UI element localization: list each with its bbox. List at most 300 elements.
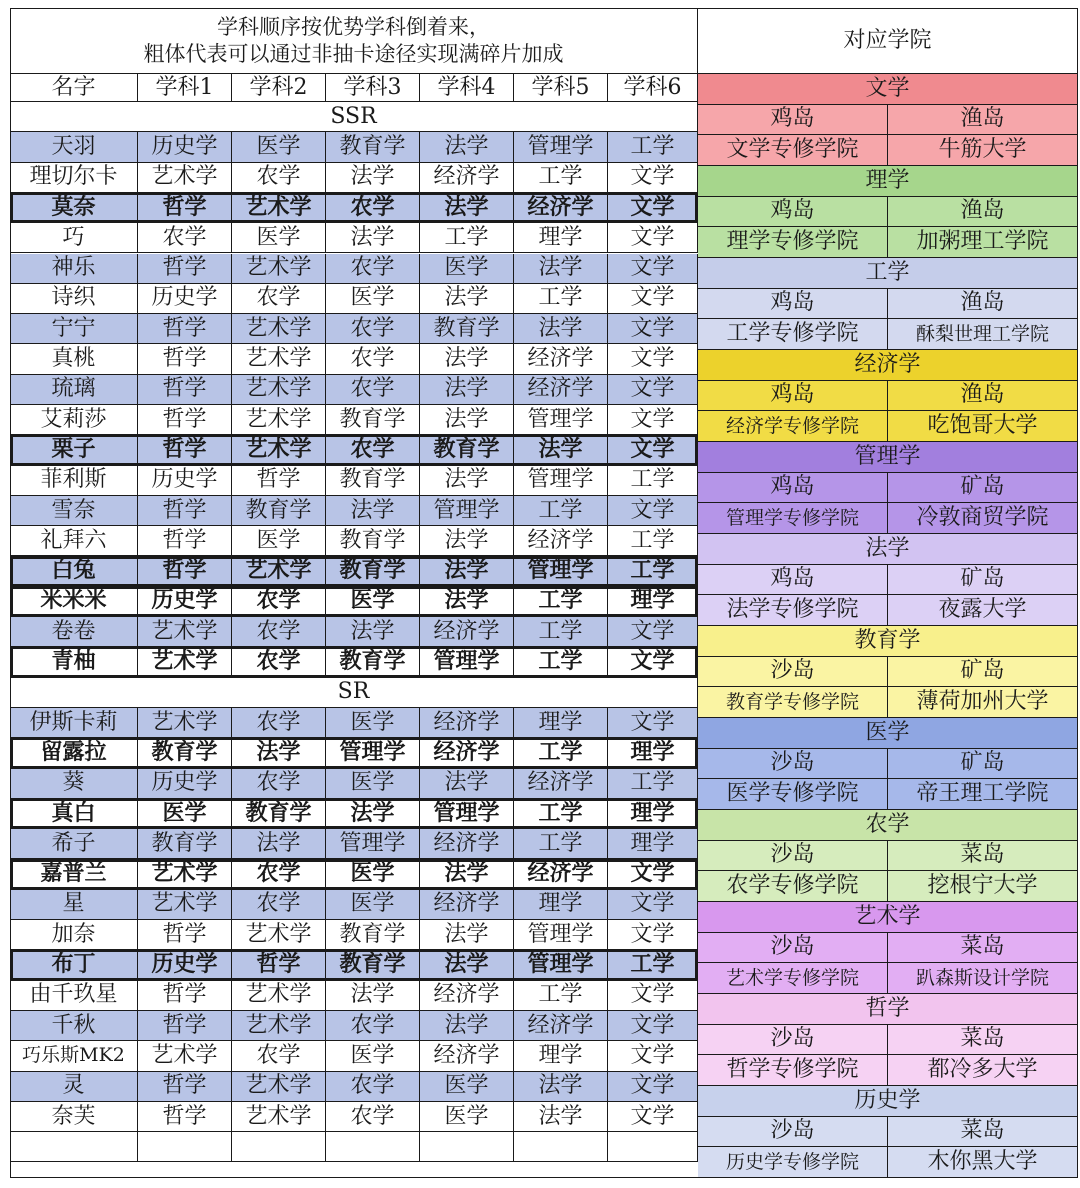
subject-cell: 经济学 bbox=[420, 890, 514, 920]
subject-cell: 理学 bbox=[608, 799, 698, 829]
subject-cell: 医学 bbox=[138, 799, 232, 829]
college-school: 文学专修学院 bbox=[698, 135, 888, 166]
character-name: 天羽 bbox=[10, 132, 138, 162]
character-name: 菲利斯 bbox=[10, 466, 138, 496]
character-name: 宁宁 bbox=[10, 314, 138, 344]
college-school: 工学专修学院 bbox=[698, 319, 888, 350]
college-subject: 法学 bbox=[698, 534, 1078, 565]
subject-cell: 教育学 bbox=[326, 132, 420, 162]
college-subject: 工学 bbox=[698, 258, 1078, 289]
subject-cell: 工学 bbox=[420, 223, 514, 253]
subject-cell: 工学 bbox=[514, 617, 608, 647]
subject-cell: 文学 bbox=[608, 254, 698, 284]
subject-cell: 医学 bbox=[326, 769, 420, 799]
college-island: 渔岛 bbox=[888, 197, 1078, 228]
subject-cell: 法学 bbox=[514, 435, 608, 465]
subject-cell: 农学 bbox=[232, 860, 326, 890]
column-header: 名字 bbox=[10, 74, 138, 102]
character-name: 琉璃 bbox=[10, 375, 138, 405]
subject-cell: 医学 bbox=[326, 284, 420, 314]
subject-cell: 艺术学 bbox=[232, 981, 326, 1011]
character-name bbox=[10, 1132, 138, 1162]
character-name: 希子 bbox=[10, 829, 138, 859]
subject-cell bbox=[420, 1132, 514, 1162]
subject-cell: 农学 bbox=[232, 890, 326, 920]
subject-cell: 艺术学 bbox=[232, 375, 326, 405]
column-header: 学科2 bbox=[232, 74, 326, 102]
table-title bbox=[10, 8, 698, 74]
subject-cell: 医学 bbox=[326, 860, 420, 890]
subject-cell: 艺术学 bbox=[138, 1041, 232, 1071]
character-name: 礼拜六 bbox=[10, 526, 138, 556]
subject-cell: 经济学 bbox=[420, 829, 514, 859]
subject-cell: 历史学 bbox=[138, 950, 232, 980]
subject-cell: 历史学 bbox=[138, 769, 232, 799]
college-island: 鸡岛 bbox=[698, 381, 888, 412]
subject-cell: 艺术学 bbox=[232, 344, 326, 374]
college-island: 鸡岛 bbox=[698, 289, 888, 320]
column-header: 学科3 bbox=[326, 74, 420, 102]
college-island: 矿岛 bbox=[888, 749, 1078, 780]
subject-cell: 法学 bbox=[326, 617, 420, 647]
subject-cell: 理学 bbox=[608, 587, 698, 617]
subject-cell: 工学 bbox=[514, 738, 608, 768]
character-name: 理切尔卡 bbox=[10, 163, 138, 193]
subject-cell: 教育学 bbox=[326, 466, 420, 496]
subject-cell: 历史学 bbox=[138, 132, 232, 162]
subject-cell: 法学 bbox=[420, 466, 514, 496]
college-island: 渔岛 bbox=[888, 105, 1078, 136]
subject-cell: 哲学 bbox=[138, 526, 232, 556]
subject-cell: 文学 bbox=[608, 314, 698, 344]
subject-cell: 农学 bbox=[326, 375, 420, 405]
college-school: 吃饱哥大学 bbox=[888, 411, 1078, 442]
title-line-2: 粗体代表可以通过非抽卡途径实现满碎片加成 bbox=[143, 41, 564, 66]
subject-cell: 法学 bbox=[420, 557, 514, 587]
character-name: 青柚 bbox=[10, 647, 138, 677]
subject-cell: 经济学 bbox=[514, 769, 608, 799]
subject-cell: 医学 bbox=[326, 890, 420, 920]
subject-cell: 工学 bbox=[514, 587, 608, 617]
college-school: 冷敦商贸学院 bbox=[888, 503, 1078, 534]
title-line-1: 学科顺序按优势学科倒着来， bbox=[217, 15, 490, 40]
college-school: 经济学专修学院 bbox=[698, 411, 888, 442]
subject-cell: 理学 bbox=[514, 1041, 608, 1071]
subject-cell: 教育学 bbox=[232, 799, 326, 829]
subject-cell bbox=[514, 1132, 608, 1162]
column-header: 学科6 bbox=[608, 74, 698, 102]
character-name: 米米米 bbox=[10, 587, 138, 617]
college-school: 都冷多大学 bbox=[888, 1055, 1078, 1086]
subject-cell: 工学 bbox=[608, 466, 698, 496]
college-school: 管理学专修学院 bbox=[698, 503, 888, 534]
subject-cell: 经济学 bbox=[514, 375, 608, 405]
subject-cell: 农学 bbox=[326, 1072, 420, 1102]
column-header: 学科4 bbox=[420, 74, 514, 102]
subject-cell bbox=[608, 1132, 698, 1162]
subject-cell: 管理学 bbox=[514, 950, 608, 980]
subject-cell: 艺术学 bbox=[232, 254, 326, 284]
subject-cell: 管理学 bbox=[420, 647, 514, 677]
subject-cell: 医学 bbox=[232, 526, 326, 556]
subject-cell: 法学 bbox=[232, 738, 326, 768]
college-school: 教育学专修学院 bbox=[698, 687, 888, 718]
subject-cell: 管理学 bbox=[420, 496, 514, 526]
subject-cell: 法学 bbox=[420, 132, 514, 162]
character-name: 雪奈 bbox=[10, 496, 138, 526]
character-name: 加奈 bbox=[10, 920, 138, 950]
subject-cell: 法学 bbox=[420, 920, 514, 950]
subject-cell: 艺术学 bbox=[232, 314, 326, 344]
subject-cell: 工学 bbox=[514, 829, 608, 859]
subject-cell: 哲学 bbox=[138, 1102, 232, 1132]
character-name: 星 bbox=[10, 890, 138, 920]
subject-cell: 哲学 bbox=[138, 405, 232, 435]
subject-cell: 哲学 bbox=[138, 193, 232, 223]
character-name: 灵 bbox=[10, 1072, 138, 1102]
subject-cell: 教育学 bbox=[326, 526, 420, 556]
subject-cell: 管理学 bbox=[514, 132, 608, 162]
college-subject: 教育学 bbox=[698, 626, 1078, 657]
subject-cell: 教育学 bbox=[138, 738, 232, 768]
subject-cell: 农学 bbox=[326, 344, 420, 374]
subject-cell: 法学 bbox=[326, 223, 420, 253]
subject-cell: 艺术学 bbox=[138, 860, 232, 890]
subject-cell: 艺术学 bbox=[138, 647, 232, 677]
subject-cell: 农学 bbox=[232, 708, 326, 738]
subject-cell: 文学 bbox=[608, 375, 698, 405]
subject-cell: 理学 bbox=[514, 223, 608, 253]
subject-cell: 工学 bbox=[608, 526, 698, 556]
subject-cell: 文学 bbox=[608, 284, 698, 314]
subject-cell: 管理学 bbox=[420, 799, 514, 829]
college-island: 沙岛 bbox=[698, 1117, 888, 1148]
subject-cell: 哲学 bbox=[138, 1072, 232, 1102]
subject-cell: 哲学 bbox=[138, 1011, 232, 1041]
subject-cell: 文学 bbox=[608, 435, 698, 465]
college-subject-table bbox=[10, 8, 1078, 1178]
college-island: 矿岛 bbox=[888, 657, 1078, 688]
subject-cell: 理学 bbox=[514, 708, 608, 738]
subject-cell: 农学 bbox=[326, 254, 420, 284]
subject-cell: 艺术学 bbox=[138, 890, 232, 920]
subject-cell: 文学 bbox=[608, 1041, 698, 1071]
subject-cell: 法学 bbox=[326, 799, 420, 829]
subject-cell: 法学 bbox=[420, 587, 514, 617]
character-name: 千秋 bbox=[10, 1011, 138, 1041]
subject-cell: 艺术学 bbox=[232, 1011, 326, 1041]
subject-cell: 农学 bbox=[326, 1102, 420, 1132]
subject-cell: 医学 bbox=[420, 254, 514, 284]
subject-cell: 经济学 bbox=[514, 860, 608, 890]
subject-cell: 法学 bbox=[420, 375, 514, 405]
character-name: 伊斯卡莉 bbox=[10, 708, 138, 738]
college-island: 矿岛 bbox=[888, 565, 1078, 596]
subject-cell: 艺术学 bbox=[232, 1072, 326, 1102]
subject-cell: 工学 bbox=[514, 496, 608, 526]
subject-cell: 法学 bbox=[514, 254, 608, 284]
subject-cell: 医学 bbox=[326, 1041, 420, 1071]
subject-cell: 哲学 bbox=[138, 557, 232, 587]
subject-cell: 哲学 bbox=[232, 950, 326, 980]
subject-cell: 文学 bbox=[608, 1011, 698, 1041]
subject-cell: 艺术学 bbox=[138, 617, 232, 647]
college-subject: 理学 bbox=[698, 166, 1078, 197]
subject-cell: 医学 bbox=[420, 1072, 514, 1102]
subject-cell: 管理学 bbox=[514, 466, 608, 496]
college-island: 沙岛 bbox=[698, 933, 888, 964]
subject-cell: 教育学 bbox=[232, 496, 326, 526]
subject-cell: 艺术学 bbox=[232, 193, 326, 223]
subject-cell: 历史学 bbox=[138, 587, 232, 617]
college-school: 农学专修学院 bbox=[698, 871, 888, 902]
subject-cell: 经济学 bbox=[420, 738, 514, 768]
subject-cell: 艺术学 bbox=[138, 163, 232, 193]
character-name: 莫奈 bbox=[10, 193, 138, 223]
subject-cell: 农学 bbox=[326, 314, 420, 344]
college-island: 渔岛 bbox=[888, 289, 1078, 320]
character-name: 巧乐斯MK2 bbox=[10, 1041, 138, 1071]
subject-cell: 哲学 bbox=[138, 254, 232, 284]
college-school: 酥梨世理工学院 bbox=[888, 319, 1078, 350]
college-island: 沙岛 bbox=[698, 841, 888, 872]
subject-cell: 工学 bbox=[608, 132, 698, 162]
subject-cell: 艺术学 bbox=[232, 557, 326, 587]
subject-cell: 哲学 bbox=[138, 344, 232, 374]
character-name: 神乐 bbox=[10, 254, 138, 284]
subject-cell: 经济学 bbox=[420, 1041, 514, 1071]
column-header: 学科5 bbox=[514, 74, 608, 102]
subject-cell: 哲学 bbox=[232, 466, 326, 496]
college-school: 法学专修学院 bbox=[698, 595, 888, 626]
college-subject: 文学 bbox=[698, 74, 1078, 105]
subject-cell: 工学 bbox=[514, 799, 608, 829]
character-name: 诗织 bbox=[10, 284, 138, 314]
college-school: 牛筋大学 bbox=[888, 135, 1078, 166]
subject-cell: 法学 bbox=[420, 344, 514, 374]
subject-cell: 理学 bbox=[608, 738, 698, 768]
subject-cell: 文学 bbox=[608, 223, 698, 253]
subject-cell: 医学 bbox=[326, 587, 420, 617]
character-name: 栗子 bbox=[10, 435, 138, 465]
subject-cell: 法学 bbox=[420, 193, 514, 223]
subject-cell: 文学 bbox=[608, 193, 698, 223]
subject-cell: 农学 bbox=[326, 193, 420, 223]
college-school: 趴森斯设计学院 bbox=[888, 963, 1078, 994]
section-label: SSR bbox=[10, 102, 698, 132]
subject-cell: 管理学 bbox=[326, 829, 420, 859]
subject-cell: 哲学 bbox=[138, 496, 232, 526]
college-island: 沙岛 bbox=[698, 657, 888, 688]
subject-cell: 农学 bbox=[232, 1041, 326, 1071]
college-school: 挖根宁大学 bbox=[888, 871, 1078, 902]
college-school: 医学专修学院 bbox=[698, 779, 888, 810]
character-name: 白兔 bbox=[10, 557, 138, 587]
character-name: 嘉普兰 bbox=[10, 860, 138, 890]
college-island: 鸡岛 bbox=[698, 105, 888, 136]
subject-cell: 文学 bbox=[608, 708, 698, 738]
subject-cell: 法学 bbox=[420, 526, 514, 556]
subject-cell: 哲学 bbox=[138, 920, 232, 950]
subject-cell: 管理学 bbox=[326, 738, 420, 768]
subject-cell: 文学 bbox=[608, 647, 698, 677]
subject-cell: 经济学 bbox=[420, 617, 514, 647]
college-school: 木你黑大学 bbox=[888, 1147, 1078, 1178]
subject-cell: 医学 bbox=[232, 132, 326, 162]
college-school: 理学专修学院 bbox=[698, 227, 888, 258]
character-name: 巧 bbox=[10, 223, 138, 253]
subject-cell: 哲学 bbox=[138, 435, 232, 465]
subject-cell: 农学 bbox=[138, 223, 232, 253]
college-subject: 经济学 bbox=[698, 350, 1078, 381]
college-island: 菜岛 bbox=[888, 933, 1078, 964]
subject-cell: 文学 bbox=[608, 496, 698, 526]
subject-cell: 理学 bbox=[514, 890, 608, 920]
character-name: 艾莉莎 bbox=[10, 405, 138, 435]
subject-cell: 法学 bbox=[420, 950, 514, 980]
subject-cell: 文学 bbox=[608, 890, 698, 920]
subject-cell: 文学 bbox=[608, 981, 698, 1011]
subject-cell: 管理学 bbox=[514, 405, 608, 435]
character-name: 真桃 bbox=[10, 344, 138, 374]
college-school: 夜露大学 bbox=[888, 595, 1078, 626]
subject-cell bbox=[232, 1132, 326, 1162]
character-name: 留露拉 bbox=[10, 738, 138, 768]
college-island: 矿岛 bbox=[888, 473, 1078, 504]
subject-cell: 法学 bbox=[420, 860, 514, 890]
college-island: 菜岛 bbox=[888, 1025, 1078, 1056]
college-subject: 农学 bbox=[698, 810, 1078, 841]
college-subject: 医学 bbox=[698, 718, 1078, 749]
subject-cell: 工学 bbox=[608, 557, 698, 587]
subject-cell: 艺术学 bbox=[232, 435, 326, 465]
college-island: 鸡岛 bbox=[698, 473, 888, 504]
subject-cell: 农学 bbox=[326, 435, 420, 465]
college-island: 鸡岛 bbox=[698, 197, 888, 228]
subject-cell: 教育学 bbox=[326, 950, 420, 980]
subject-cell: 管理学 bbox=[514, 557, 608, 587]
subject-cell: 农学 bbox=[232, 587, 326, 617]
subject-cell: 文学 bbox=[608, 860, 698, 890]
college-subject: 管理学 bbox=[698, 442, 1078, 473]
subject-cell: 教育学 bbox=[326, 405, 420, 435]
subject-cell: 农学 bbox=[326, 1011, 420, 1041]
college-school: 薄荷加州大学 bbox=[888, 687, 1078, 718]
college-school: 哲学专修学院 bbox=[698, 1055, 888, 1086]
subject-cell: 文学 bbox=[608, 920, 698, 950]
subject-cell: 法学 bbox=[326, 496, 420, 526]
subject-cell: 工学 bbox=[608, 769, 698, 799]
college-subject: 艺术学 bbox=[698, 902, 1078, 933]
character-name: 葵 bbox=[10, 769, 138, 799]
subject-cell: 艺术学 bbox=[138, 708, 232, 738]
subject-cell: 教育学 bbox=[420, 314, 514, 344]
subject-cell: 农学 bbox=[232, 163, 326, 193]
section-label: SR bbox=[10, 678, 698, 708]
subject-cell: 法学 bbox=[514, 1102, 608, 1132]
subject-cell: 医学 bbox=[420, 1102, 514, 1132]
subject-cell: 经济学 bbox=[514, 526, 608, 556]
subject-cell: 经济学 bbox=[420, 708, 514, 738]
subject-cell: 文学 bbox=[608, 617, 698, 647]
subject-cell: 法学 bbox=[420, 284, 514, 314]
character-name: 卷卷 bbox=[10, 617, 138, 647]
column-header: 学科1 bbox=[138, 74, 232, 102]
college-island: 渔岛 bbox=[888, 381, 1078, 412]
college-school: 历史学专修学院 bbox=[698, 1147, 888, 1178]
subject-cell: 经济学 bbox=[420, 981, 514, 1011]
subject-cell: 教育学 bbox=[138, 829, 232, 859]
subject-cell: 哲学 bbox=[138, 981, 232, 1011]
subject-cell: 法学 bbox=[514, 1072, 608, 1102]
subject-cell: 工学 bbox=[514, 647, 608, 677]
subject-cell: 教育学 bbox=[326, 647, 420, 677]
subject-cell: 法学 bbox=[420, 769, 514, 799]
subject-cell: 法学 bbox=[420, 405, 514, 435]
subject-cell bbox=[326, 1132, 420, 1162]
subject-cell: 农学 bbox=[232, 284, 326, 314]
subject-cell: 文学 bbox=[608, 405, 698, 435]
subject-cell: 经济学 bbox=[514, 1011, 608, 1041]
college-island: 菜岛 bbox=[888, 841, 1078, 872]
subject-cell: 工学 bbox=[514, 163, 608, 193]
character-name: 由千玖星 bbox=[10, 981, 138, 1011]
subject-cell: 文学 bbox=[608, 163, 698, 193]
subject-cell: 教育学 bbox=[326, 920, 420, 950]
subject-cell: 哲学 bbox=[138, 314, 232, 344]
subject-cell: 农学 bbox=[232, 647, 326, 677]
character-name: 布丁 bbox=[10, 950, 138, 980]
subject-cell: 教育学 bbox=[420, 435, 514, 465]
subject-cell: 法学 bbox=[514, 314, 608, 344]
subject-cell: 艺术学 bbox=[232, 1102, 326, 1132]
subject-cell: 历史学 bbox=[138, 284, 232, 314]
subject-cell bbox=[138, 1132, 232, 1162]
subject-cell: 文学 bbox=[608, 1102, 698, 1132]
subject-cell: 文学 bbox=[608, 1072, 698, 1102]
subject-cell: 经济学 bbox=[514, 344, 608, 374]
character-name: 真白 bbox=[10, 799, 138, 829]
subject-cell: 法学 bbox=[326, 981, 420, 1011]
college-school: 加粥理工学院 bbox=[888, 227, 1078, 258]
college-school: 帝王理工学院 bbox=[888, 779, 1078, 810]
college-header: 对应学院 bbox=[698, 8, 1078, 74]
college-island: 沙岛 bbox=[698, 1025, 888, 1056]
subject-cell: 农学 bbox=[232, 769, 326, 799]
subject-cell: 工学 bbox=[514, 981, 608, 1011]
subject-cell: 法学 bbox=[326, 163, 420, 193]
subject-cell: 教育学 bbox=[326, 557, 420, 587]
subject-cell: 医学 bbox=[232, 223, 326, 253]
subject-cell: 法学 bbox=[232, 829, 326, 859]
subject-cell: 管理学 bbox=[514, 920, 608, 950]
subject-cell: 理学 bbox=[608, 829, 698, 859]
subject-cell: 工学 bbox=[608, 950, 698, 980]
college-subject: 历史学 bbox=[698, 1086, 1078, 1117]
subject-cell: 艺术学 bbox=[232, 920, 326, 950]
college-subject: 哲学 bbox=[698, 994, 1078, 1025]
character-name: 奈芙 bbox=[10, 1102, 138, 1132]
subject-cell: 经济学 bbox=[420, 163, 514, 193]
college-island: 菜岛 bbox=[888, 1117, 1078, 1148]
subject-cell: 哲学 bbox=[138, 375, 232, 405]
subject-cell: 农学 bbox=[232, 617, 326, 647]
college-island: 沙岛 bbox=[698, 749, 888, 780]
college-island: 鸡岛 bbox=[698, 565, 888, 596]
subject-cell: 艺术学 bbox=[232, 405, 326, 435]
subject-cell: 医学 bbox=[326, 708, 420, 738]
subject-cell: 文学 bbox=[608, 344, 698, 374]
